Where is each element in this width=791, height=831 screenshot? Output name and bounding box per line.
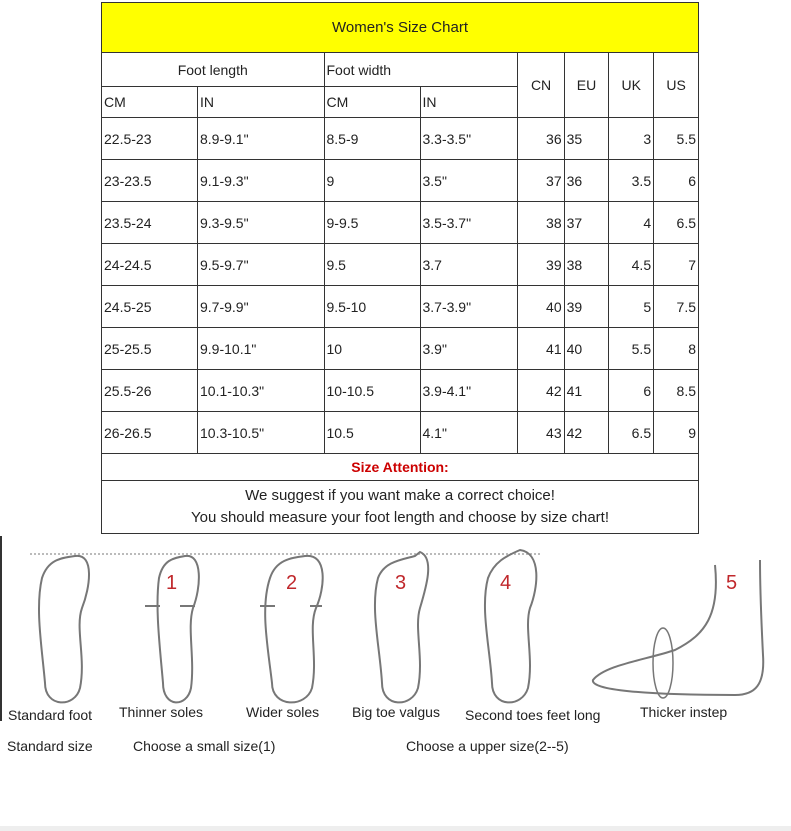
- foot-number-3: 3: [395, 572, 407, 594]
- table-cell: 7.5: [654, 286, 699, 328]
- table-cell: 35: [564, 118, 609, 160]
- table-cell: 5.5: [654, 118, 699, 160]
- in-header: IN: [198, 87, 325, 118]
- table-cell: 3.7: [420, 244, 518, 286]
- table-cell: 3.5": [420, 160, 518, 202]
- divider: [0, 536, 2, 721]
- table-cell: 40: [518, 286, 564, 328]
- table-cell: 8.5: [654, 370, 699, 412]
- foot-label: Second toes feet long: [465, 707, 601, 723]
- table-cell: 7: [654, 244, 699, 286]
- table-cell: 9: [324, 160, 420, 202]
- table-cell: 10.5: [324, 412, 420, 454]
- table-cell: 9.5: [324, 244, 420, 286]
- table-cell: 3.3-3.5": [420, 118, 518, 160]
- table-cell: 9: [654, 412, 699, 454]
- table-cell: 38: [564, 244, 609, 286]
- size-attention: Size Attention:: [102, 454, 699, 481]
- table-cell: 36: [518, 118, 564, 160]
- size-chart-table: [101, 2, 699, 534]
- table-cell: 3: [609, 118, 654, 160]
- table-cell: 3.5-3.7": [420, 202, 518, 244]
- table-cell: 9.5-9.7": [198, 244, 325, 286]
- table-cell: 9.1-9.3": [198, 160, 325, 202]
- table-cell: 25-25.5: [102, 328, 198, 370]
- table-cell: 23-23.5: [102, 160, 198, 202]
- bottom-strip: [0, 826, 791, 831]
- table-cell: 9-9.5: [324, 202, 420, 244]
- foot-number-4: 4: [500, 572, 512, 594]
- table-cell: 37: [564, 202, 609, 244]
- instep-foot-icon: [585, 555, 785, 705]
- table-cell: 8: [654, 328, 699, 370]
- table-cell: 3.9": [420, 328, 518, 370]
- table-cell: 24-24.5: [102, 244, 198, 286]
- advice-small: Choose a small size(1): [133, 738, 276, 754]
- table-cell: 6: [609, 370, 654, 412]
- foot-width-header: Foot width: [324, 53, 518, 87]
- cn-header: CN: [518, 53, 564, 118]
- table-row: [102, 244, 699, 286]
- uk-header: UK: [609, 53, 654, 118]
- table-cell: 10.1-10.3": [198, 370, 325, 412]
- foot-number-1: 1: [166, 572, 178, 594]
- eu-header: EU: [564, 53, 609, 118]
- table-cell: 5: [609, 286, 654, 328]
- table-cell: 37: [518, 160, 564, 202]
- foot-label: Standard foot: [8, 707, 93, 723]
- table-cell: 41: [564, 370, 609, 412]
- table-row: [102, 328, 699, 370]
- cm-header: CM: [102, 87, 198, 118]
- table-cell: 9.3-9.5": [198, 202, 325, 244]
- table-cell: 42: [564, 412, 609, 454]
- suggestion-line-1: We suggest if you want make a correct choice!: [245, 487, 555, 504]
- cm-header: CM: [324, 87, 420, 118]
- table-row: [102, 118, 699, 160]
- table-cell: 8.9-9.1": [198, 118, 325, 160]
- table-cell: 42: [518, 370, 564, 412]
- table-cell: 4: [609, 202, 654, 244]
- table-cell: 24.5-25: [102, 286, 198, 328]
- foot-number-2: 2: [286, 572, 298, 594]
- standard-foot-icon: [20, 548, 100, 708]
- table-cell: 3.9-4.1": [420, 370, 518, 412]
- foot-label: Thinner soles: [119, 704, 204, 720]
- foot-label: Big toe valgus: [352, 704, 440, 720]
- table-row: [102, 370, 699, 412]
- advice-upper: Choose a upper size(2--5): [406, 738, 569, 754]
- table-cell: 6.5: [609, 412, 654, 454]
- suggestion-line-2: You should measure your foot length and choose by size chart!: [190, 509, 610, 526]
- table-cell: 22.5-23: [102, 118, 198, 160]
- table-row: [102, 160, 699, 202]
- table-cell: 9.7-9.9": [198, 286, 325, 328]
- table-cell: 9.5-10: [324, 286, 420, 328]
- table-cell: 39: [518, 244, 564, 286]
- table-cell: 4.5: [609, 244, 654, 286]
- table-cell: 40: [564, 328, 609, 370]
- table-cell: 8.5-9: [324, 118, 420, 160]
- us-header: US: [654, 53, 699, 118]
- table-cell: 4.1": [420, 412, 518, 454]
- table-cell: 3.7-3.9": [420, 286, 518, 328]
- in-header: IN: [420, 87, 518, 118]
- table-cell: 10: [324, 328, 420, 370]
- table-cell: 26-26.5: [102, 412, 198, 454]
- suggestion: [102, 481, 699, 534]
- table-cell: 9.9-10.1": [198, 328, 325, 370]
- foot-length-header: Foot length: [102, 53, 325, 87]
- table-cell: 10.3-10.5": [198, 412, 325, 454]
- advice-standard: Standard size: [7, 738, 93, 754]
- foot-label: Wider soles: [246, 704, 320, 720]
- table-cell: 6: [654, 160, 699, 202]
- chart-title: Women's Size Chart: [102, 3, 699, 53]
- table-cell: 25.5-26: [102, 370, 198, 412]
- table-row: [102, 202, 699, 244]
- table-cell: 41: [518, 328, 564, 370]
- table-cell: 23.5-24: [102, 202, 198, 244]
- table-cell: 36: [564, 160, 609, 202]
- foot-label: Thicker instep: [640, 704, 728, 720]
- table-cell: 39: [564, 286, 609, 328]
- table-cell: 10-10.5: [324, 370, 420, 412]
- table-row: [102, 286, 699, 328]
- table-row: [102, 412, 699, 454]
- table-cell: 6.5: [654, 202, 699, 244]
- table-cell: 38: [518, 202, 564, 244]
- table-cell: 5.5: [609, 328, 654, 370]
- foot-number-5: 5: [726, 572, 738, 594]
- table-cell: 43: [518, 412, 564, 454]
- table-cell: 3.5: [609, 160, 654, 202]
